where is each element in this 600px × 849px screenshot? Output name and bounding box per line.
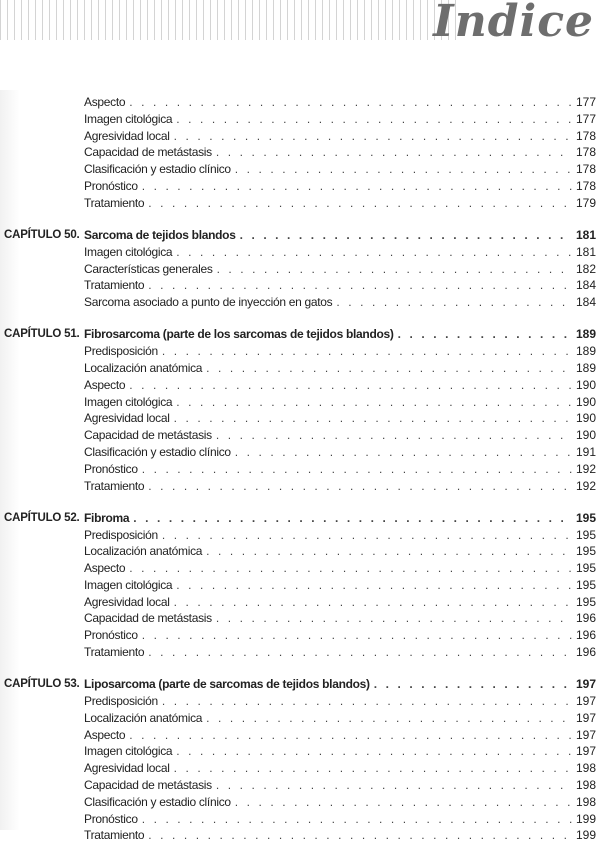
- page-number: 178: [575, 145, 596, 160]
- toc-line: [84, 610, 596, 627]
- toc-line: [84, 543, 596, 560]
- page-number: 195: [575, 510, 596, 525]
- toc-entry: [0, 161, 600, 178]
- page-number: 182: [575, 261, 596, 276]
- entry-title: Pronóstico: [84, 628, 138, 643]
- toc-line: [84, 94, 596, 111]
- toc-entry: [0, 794, 600, 811]
- entry-title: Predisposición: [84, 344, 158, 359]
- toc-entry: [0, 360, 600, 377]
- entry-title: Pronóstico: [84, 178, 138, 193]
- toc-entry: [0, 410, 600, 427]
- toc-line: [84, 676, 596, 693]
- toc-entry: [0, 277, 600, 294]
- dot-leader: [176, 577, 572, 594]
- page-number: 198: [575, 794, 596, 809]
- page-number: 189: [575, 344, 596, 359]
- page-number: 195: [575, 594, 596, 609]
- entry-title: Imagen citológica: [84, 577, 173, 592]
- toc-entry: [0, 760, 600, 777]
- page-number: 197: [575, 710, 596, 725]
- entry-title: Localización anatómica: [84, 360, 203, 375]
- toc-line: [84, 594, 596, 611]
- page-number: 192: [575, 478, 596, 493]
- toc-entry: [0, 777, 600, 794]
- toc-entry: [0, 343, 600, 360]
- page-number: 198: [575, 761, 596, 776]
- toc-line: [84, 377, 596, 394]
- entry-title: Pronóstico: [84, 461, 138, 476]
- entry-title: Tratamiento: [84, 645, 145, 660]
- entry-title: Tratamiento: [84, 828, 145, 843]
- toc-line: [84, 227, 596, 244]
- dot-leader: [398, 326, 572, 343]
- section-gap: [0, 661, 600, 676]
- toc-line: [84, 261, 596, 278]
- toc-entry: [0, 144, 600, 161]
- entry-title: Clasificación y estadio clínico: [84, 162, 231, 177]
- entry-title: Pronóstico: [84, 811, 138, 826]
- dot-leader: [176, 743, 572, 760]
- entry-title: Predisposición: [84, 694, 158, 709]
- chapter-number: CAPÍTULO 52.: [4, 511, 80, 524]
- page-number: 196: [575, 628, 596, 643]
- toc-entry: [0, 377, 600, 394]
- page-number: 189: [575, 327, 596, 342]
- header-stripes-decoration: [0, 0, 460, 40]
- entry-title: Clasificación y estadio clínico: [84, 794, 231, 809]
- page-number: 197: [575, 677, 596, 692]
- toc-line: [84, 343, 596, 360]
- chapter-number: CAPÍTULO 53.: [4, 678, 80, 691]
- entry-title: Localización anatómica: [84, 710, 203, 725]
- toc-line: [84, 410, 596, 427]
- toc-line: [84, 461, 596, 478]
- dot-leader: [206, 710, 572, 727]
- toc-entry: [0, 743, 600, 760]
- page-header: [0, 0, 600, 48]
- toc-line: [84, 427, 596, 444]
- toc-line: [84, 627, 596, 644]
- page-number: 190: [575, 411, 596, 426]
- entry-title: Características generales: [84, 261, 213, 276]
- dot-leader: [336, 294, 572, 311]
- toc-entry: [0, 577, 600, 594]
- dot-leader: [142, 627, 572, 644]
- toc-entry: [0, 543, 600, 560]
- entry-title: Agresividad local: [84, 594, 170, 609]
- toc-line: [84, 560, 596, 577]
- toc-line: [84, 644, 596, 661]
- dot-leader: [129, 94, 572, 111]
- toc-entry: [0, 693, 600, 710]
- dot-leader: [216, 610, 572, 627]
- dot-leader: [235, 161, 572, 178]
- dot-leader: [176, 244, 572, 261]
- toc-line: [84, 794, 596, 811]
- toc-entry: [0, 461, 600, 478]
- toc-entry: [0, 444, 600, 461]
- toc-entry: [0, 244, 600, 261]
- page-number: 191: [575, 444, 596, 459]
- chapter-number: CAPÍTULO 51.: [4, 328, 80, 341]
- dot-leader: [148, 827, 572, 844]
- page-number: 181: [575, 244, 596, 259]
- toc-line: [84, 128, 596, 145]
- toc-entry: [0, 478, 600, 495]
- chapter-title: Liposarcoma (parte de sarcomas de tejidos blandos): [84, 677, 370, 692]
- dot-leader: [235, 794, 572, 811]
- page-number: 179: [575, 195, 596, 210]
- entry-title: Sarcoma asociado a punto de inyección en gatos: [84, 295, 333, 310]
- page-number: 196: [575, 645, 596, 660]
- toc-entry: [0, 294, 600, 311]
- entry-title: Clasificación y estadio clínico: [84, 444, 231, 459]
- dot-leader: [142, 461, 572, 478]
- entry-title: Predisposición: [84, 527, 158, 542]
- toc-line: [84, 710, 596, 727]
- toc-entry: [0, 727, 600, 744]
- page-number: 181: [575, 227, 596, 242]
- page-number: 192: [575, 461, 596, 476]
- chapter-row: [0, 227, 600, 244]
- toc-entry: [0, 195, 600, 212]
- toc-line: [84, 144, 596, 161]
- dot-leader: [176, 394, 572, 411]
- dot-leader: [174, 128, 572, 145]
- dot-leader: [216, 427, 572, 444]
- dot-leader: [162, 527, 572, 544]
- page-number: 178: [575, 128, 596, 143]
- dot-leader: [129, 727, 572, 744]
- toc-entry: [0, 710, 600, 727]
- entry-title: Imagen citológica: [84, 394, 173, 409]
- dot-leader: [206, 543, 572, 560]
- toc-entry: [0, 811, 600, 828]
- dot-leader: [216, 144, 572, 161]
- dot-leader: [174, 410, 572, 427]
- toc-entry: [0, 261, 600, 278]
- toc-line: [84, 277, 596, 294]
- page-number: 196: [575, 611, 596, 626]
- toc-line: [84, 161, 596, 178]
- chapter-row: [0, 510, 600, 527]
- dot-leader: [129, 560, 572, 577]
- page-number: 190: [575, 377, 596, 392]
- page-number: 197: [575, 744, 596, 759]
- toc-line: [84, 577, 596, 594]
- dot-leader: [148, 277, 572, 294]
- page-number: 199: [575, 828, 596, 843]
- dot-leader: [216, 777, 572, 794]
- page-number: 197: [575, 727, 596, 742]
- dot-leader: [240, 227, 572, 244]
- entry-title: Capacidad de metástasis: [84, 778, 212, 793]
- page-number: 195: [575, 544, 596, 559]
- toc-line: [84, 444, 596, 461]
- table-of-contents: [0, 94, 600, 844]
- page-number: 195: [575, 527, 596, 542]
- page-number: 190: [575, 394, 596, 409]
- toc-entry: [0, 111, 600, 128]
- dot-leader: [162, 693, 572, 710]
- page-number: 195: [575, 577, 596, 592]
- toc-line: [84, 743, 596, 760]
- toc-entry: [0, 610, 600, 627]
- page-number: 177: [575, 95, 596, 109]
- dot-leader: [174, 594, 572, 611]
- toc-line: [84, 195, 596, 212]
- dot-leader: [148, 478, 572, 495]
- entry-title: Imagen citológica: [84, 744, 173, 759]
- toc-line: [84, 360, 596, 377]
- chapter-row: [0, 676, 600, 693]
- toc-line: [84, 510, 596, 527]
- dot-leader: [148, 644, 572, 661]
- toc-line: [84, 294, 596, 311]
- page-number: 198: [575, 778, 596, 793]
- entry-title: Capacidad de metástasis: [84, 611, 212, 626]
- entry-title: Agresividad local: [84, 128, 170, 143]
- page-number: 177: [575, 111, 596, 126]
- dot-leader: [162, 343, 572, 360]
- dot-leader: [142, 811, 572, 828]
- entry-title: Aspecto: [84, 561, 126, 576]
- dot-leader: [148, 195, 572, 212]
- toc-entry: [0, 827, 600, 844]
- dot-leader: [133, 510, 572, 527]
- dot-leader: [142, 178, 572, 195]
- toc-line: [84, 478, 596, 495]
- toc-line: [84, 527, 596, 544]
- chapter-row: [0, 326, 600, 343]
- page-number: 178: [575, 178, 596, 193]
- toc-entry: [0, 128, 600, 145]
- page-number: 184: [575, 278, 596, 293]
- dot-leader: [235, 444, 572, 461]
- chapter-number: CAPÍTULO 50.: [4, 228, 80, 241]
- page-number: 195: [575, 561, 596, 576]
- entry-title: Tratamiento: [84, 278, 145, 293]
- toc-entry: [0, 178, 600, 195]
- toc-line: [84, 244, 596, 261]
- dot-leader: [174, 760, 572, 777]
- entry-title: Localización anatómica: [84, 544, 203, 559]
- entry-title: Agresividad local: [84, 761, 170, 776]
- toc-entry: [0, 560, 600, 577]
- page-number: 178: [575, 162, 596, 177]
- page-number: 190: [575, 428, 596, 443]
- entry-title: Aspecto: [84, 377, 126, 392]
- chapter-title: Fibroma: [84, 510, 130, 525]
- toc-line: [84, 727, 596, 744]
- toc-line: [84, 178, 596, 195]
- toc-entry: [0, 94, 600, 111]
- entry-title: Tratamiento: [84, 478, 145, 493]
- chapter-title: Fibrosarcoma (parte de los sarcomas de tejidos blandos): [84, 327, 394, 342]
- section-gap: [0, 212, 600, 227]
- dot-leader: [374, 676, 572, 693]
- toc-entry: [0, 594, 600, 611]
- toc-line: [84, 326, 596, 343]
- entry-title: Tratamiento: [84, 195, 145, 210]
- entry-title: Aspecto: [84, 95, 126, 109]
- dot-leader: [176, 111, 572, 128]
- toc-line: [84, 827, 596, 844]
- chapter-title: Sarcoma de tejidos blandos: [84, 227, 236, 242]
- toc-line: [84, 693, 596, 710]
- entry-title: Capacidad de metástasis: [84, 428, 212, 443]
- toc-entry: [0, 644, 600, 661]
- entry-title: Imagen citológica: [84, 111, 173, 126]
- toc-line: [84, 760, 596, 777]
- page-number: 189: [575, 360, 596, 375]
- dot-leader: [206, 360, 572, 377]
- section-gap: [0, 311, 600, 326]
- dot-leader: [217, 261, 572, 278]
- toc-entry: [0, 394, 600, 411]
- page-title: Indice: [433, 0, 594, 47]
- toc-line: [84, 811, 596, 828]
- entry-title: Capacidad de metástasis: [84, 145, 212, 160]
- page-number: 184: [575, 295, 596, 310]
- toc-line: [84, 394, 596, 411]
- section-gap: [0, 494, 600, 509]
- page-number: 199: [575, 811, 596, 826]
- entry-title: Imagen citológica: [84, 244, 173, 259]
- entry-title: Aspecto: [84, 727, 126, 742]
- entry-title: Agresividad local: [84, 411, 170, 426]
- toc-line: [84, 777, 596, 794]
- dot-leader: [129, 377, 572, 394]
- toc-line: [84, 111, 596, 128]
- page-number: 197: [575, 694, 596, 709]
- toc-entry: [0, 527, 600, 544]
- toc-entry: [0, 427, 600, 444]
- toc-entry: [0, 627, 600, 644]
